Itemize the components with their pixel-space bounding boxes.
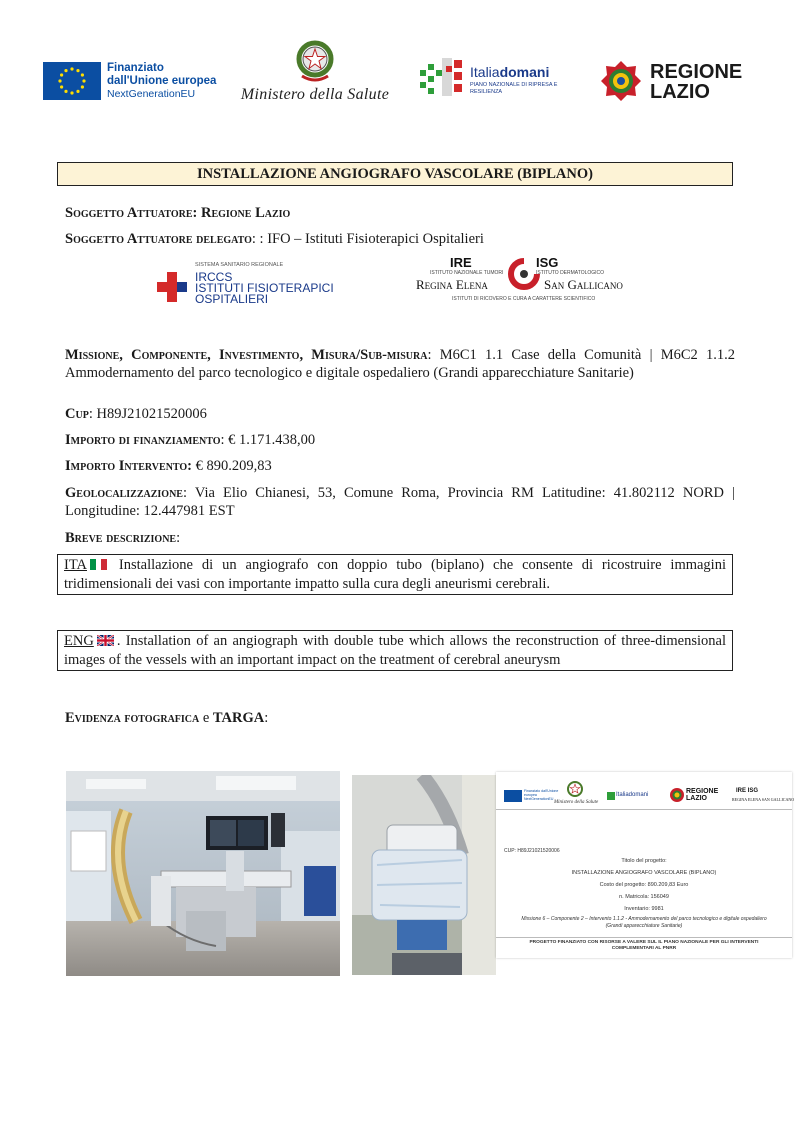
eng-text: . Installation of an angiograph with double tube which allows the reconstruction of three-dimensional images of the vessels with an important impact on the treatment of cerebral aneurysm: [64, 633, 726, 668]
regione-line2: LAZIO: [650, 81, 710, 103]
plaque-titolo-label: Titolo del progetto:: [621, 858, 667, 864]
detector-detail-image: [352, 775, 496, 975]
isg-name: San Gallicano: [544, 277, 623, 292]
missione: [65, 346, 735, 382]
plaque-eu-flag-icon: [504, 790, 522, 802]
description-eng: [57, 630, 733, 671]
soggetto-attuatore-label: Soggetto Attuatore:: [65, 205, 198, 221]
regione-lazio-logo: [600, 60, 760, 104]
header-logos: [40, 38, 760, 113]
eu-logo: [43, 62, 243, 102]
ministero-text: Ministero della Salute: [240, 86, 390, 103]
plaque-emblem-icon: [566, 780, 584, 798]
plaque-missione: Missione 6 – Componente 2 – Intervento 1.1.2 - Ammodernamento del parco tecnologico e digitale ospedaliero: [521, 916, 767, 922]
isg-sub: ISTITUTO DERMATOLOGICO: [536, 270, 605, 276]
plaque-lazio-line1: REGIONE: [686, 788, 719, 795]
ire-name: Regina Elena: [416, 277, 488, 292]
italiadomani-mark-icon: [418, 56, 468, 100]
plaque-lazio-line2: LAZIO: [686, 795, 707, 802]
eng-tag: ENG: [64, 633, 94, 649]
ire-sub: ISTITUTO NAZIONALE TUMORI: [430, 270, 504, 276]
description-ita: [57, 554, 733, 595]
ita-tag: ITA: [64, 557, 87, 573]
importo-finanziamento-label: Importo di finanziamento: [65, 432, 221, 448]
ita-text: Installazione di un angiografo con doppio tubo (biplano) che consente di ricostruire immagini tridimensionali dei vasi con importante impatto sulla cura degli aneurismi cerebrali.: [64, 557, 726, 592]
plaque-logos: [496, 772, 795, 810]
evidenza-label-a: Evidenza fotografica: [65, 710, 200, 726]
uk-flag-icon: [97, 635, 114, 646]
plaque-italiadomani-text: Italiadomani: [616, 792, 649, 798]
plaque-eu-text: Finanziato dall'Unione europea NextGenerationEU: [524, 789, 559, 801]
italiadomani-name-b: domani: [499, 64, 550, 80]
evidenza-label-c: TARGA: [212, 710, 265, 726]
regione-lazio-emblem-icon: [600, 60, 642, 102]
ire-isg-logo: [414, 255, 636, 305]
irccs-logo: [157, 262, 334, 306]
italian-flag-icon: [90, 559, 107, 570]
importo-finanziamento-value: : € 1.171.438,00: [220, 432, 316, 448]
cup-label: Cup: [65, 406, 89, 422]
cup: [65, 405, 207, 423]
irccs-line2: ISTITUTI FISIOTERAPICI: [195, 281, 334, 295]
geolocalizzazione-label: Geolocalizzazione: [65, 485, 183, 501]
page-title: INSTALLAZIONE ANGIOGRAFO VASCOLARE (BIPLANO): [57, 162, 733, 186]
breve-descrizione: [65, 529, 180, 547]
plaque-matricola: n. Matricola: 156049: [619, 894, 669, 900]
eu-flag-icon: [43, 62, 101, 100]
importo-intervento: [65, 457, 272, 475]
geolocalizzazione: [65, 484, 735, 520]
irccs-small-text: SISTEMA SANITARIO REGIONALE: [195, 262, 284, 268]
targa-plaque: [496, 772, 795, 958]
angiography-room-image: [66, 771, 340, 976]
plaque-ministero-text: Ministero della Salute: [554, 800, 599, 805]
plaque-lazio-text: [686, 788, 718, 802]
soggetto-delegato: [65, 230, 484, 248]
eu-line2: dall'Unione europea: [107, 75, 217, 87]
irccs-cross-icon: [157, 272, 187, 302]
plaque-cup: CUP: H89J21021520006: [504, 848, 560, 854]
evidenza-label-d: :: [264, 710, 269, 726]
plaque-footer: [496, 937, 792, 952]
breve-descrizione-colon: :: [176, 530, 181, 546]
italiadomani-logo: [418, 56, 578, 104]
missione-value: : M6C1 1.1 Case della Comunità | M6C2 1.1.2 Ammodernamento del parco tecnologico e digitale ospedaliero (Grandi apparecchiature Sanitarie): [65, 347, 735, 381]
irccs-line3: OSPITALIERI: [195, 292, 269, 306]
photo-detector-detail: [352, 775, 496, 975]
soggetto-attuatore-value: Regione Lazio: [200, 205, 291, 221]
plaque-ire-isg-names: REGINA ELENA SAN GALLICANO: [732, 797, 795, 802]
geolocalizzazione-value: : Via Elio Chianesi, 53, Comune Roma, Provincia RM Latitudine: 41.802112 NORD | Longitudine: 12.447981 EST: [65, 485, 735, 519]
plaque-inventario: Inventario: 9981: [624, 906, 664, 912]
plaque-titolo: INSTALLAZIONE ANGIOGRAFO VASCOLARE (BIPLANO): [571, 870, 717, 876]
italian-republic-emblem-icon: [292, 38, 338, 84]
eu-line3: NextGenerationEU: [107, 88, 196, 100]
soggetto-delegato-label: Soggetto Attuatore delegato: [65, 231, 252, 247]
eu-line1: Finanziato: [107, 62, 164, 74]
evidenza-label: [65, 709, 268, 727]
photo-angiography-room: [66, 771, 340, 976]
plaque-ire-isg: IRE ISG: [736, 788, 759, 794]
regione-line1: REGIONE: [650, 61, 743, 83]
plaque-italiadomani-icon: [607, 792, 615, 800]
importo-intervento-value: € 890.209,83: [192, 458, 272, 474]
missione-label: Missione, Componente, Investimento, Misura/Sub-misura: [65, 347, 428, 363]
cup-value: : H89J21021520006: [88, 406, 207, 422]
italiadomani-name-a: Italia: [470, 64, 500, 80]
ire-title: IRE: [450, 255, 472, 270]
breve-descrizione-label: Breve descrizione: [65, 530, 177, 546]
plaque-footer-line1: PROGETTO FINANZIATO CON RISORSE A VALERE SUL IL PIANO NAZIONALE PER GLI INTERVENTI: [529, 940, 759, 945]
irccs-line1: IRCCS: [195, 270, 233, 284]
ire-isg-footer: ISTITUTI DI RICOVERO E CURA A CARATTERE SCIENTIFICO: [452, 296, 596, 302]
plaque-costo: Costo del progetto: 890.209,83 Euro: [599, 882, 689, 888]
soggetto-attuatore: [65, 204, 290, 222]
importo-finanziamento: [65, 431, 315, 449]
importo-intervento-label: Importo Intervento:: [65, 458, 193, 474]
soggetto-delegato-value: : : IFO – Istituti Fisioterapici Ospitalieri: [251, 231, 484, 247]
plaque-missione2: (Grandi apparecchiature Sanitarie): [605, 923, 683, 929]
plaque-lazio-emblem-icon: [670, 788, 684, 802]
evidenza-label-b: e: [199, 710, 213, 726]
italiadomani-sub: PIANO NAZIONALE DI RIPRESA E RESILIENZA: [470, 82, 558, 95]
ministero-logo: [230, 38, 400, 110]
isg-title: ISG: [536, 255, 559, 270]
plaque-footer-line2: COMPLEMENTARI AL PNRR: [611, 946, 677, 951]
